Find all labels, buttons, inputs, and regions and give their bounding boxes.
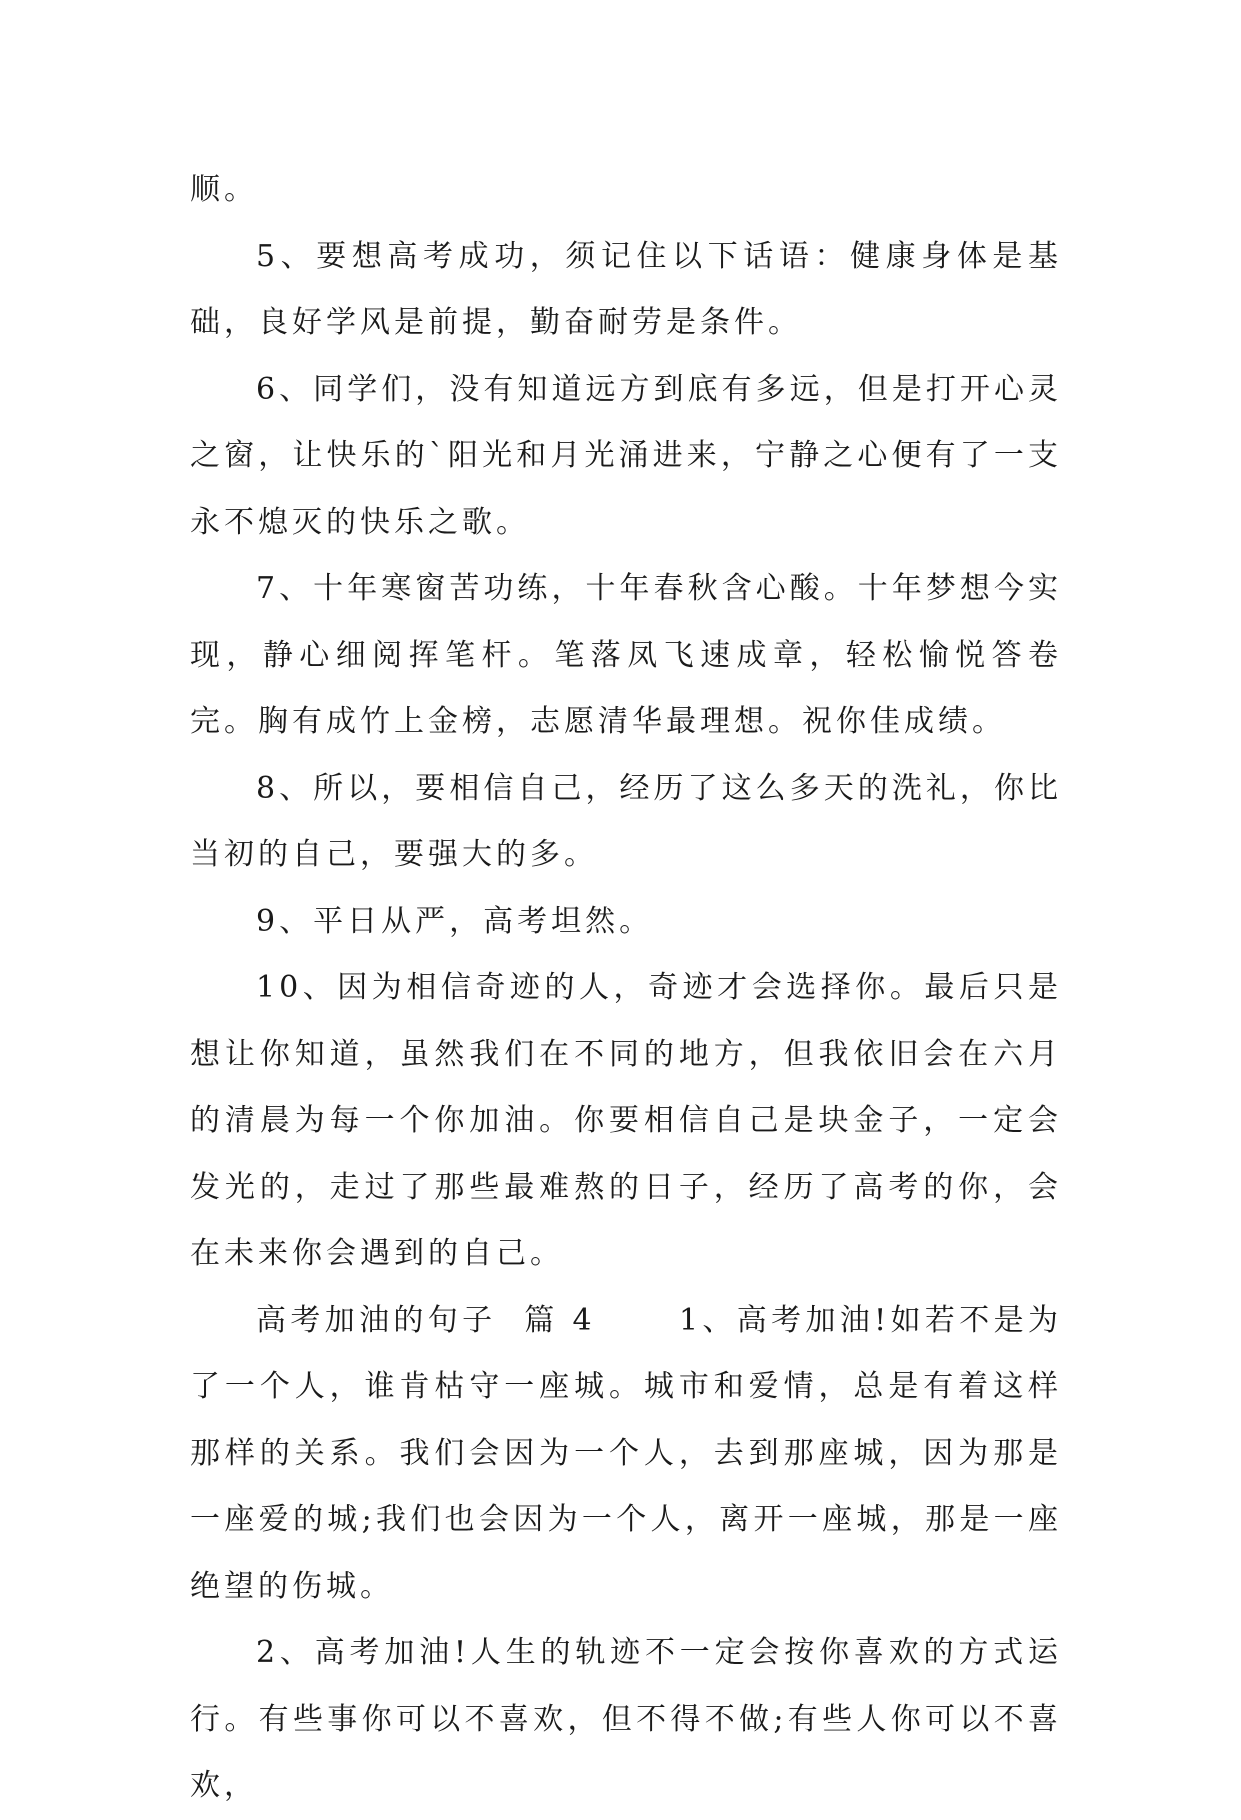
document-body (190, 157, 1062, 1820)
paragraph-item-5: 5、要想高考成功，须记住以下话语：健康身体是基础，良好学风是前提，勤奋耐劳是条件。 (190, 238, 1062, 340)
paragraph-item-6: 6、同学们，没有知道远方到底有多远，但是打开心灵之窗，让快乐的`阳光和月光涌进来，宁静之心便有了一支永不熄灭的快乐之歌。 (190, 371, 1062, 540)
section-4-item-2: 2、高考加油!人生的轨迹不一定会按你喜欢的方式运行。有些事你可以不喜欢，但不得不做;有些人你可以不喜欢， (190, 1635, 1062, 1803)
paragraph-continuation: 顺。 (190, 172, 258, 207)
paragraph-item-8: 8、所以，要相信自己，经历了这么多天的洗礼，你比当初的自己，要强大的多。 (190, 770, 1062, 872)
paragraph-item-10: 10、因为相信奇迹的人，奇迹才会选择你。最后只是想让你知道，虽然我们在不同的地方，但我依旧会在六月的清晨为每一个你加油。你要相信自己是块金子，一定会发光的，走过了那些最难熬的日子，经历了高考的你，会在未来你会遇到的自己。 (190, 970, 1062, 1271)
paragraph-item-7: 7、十年寒窗苦功练，十年春秋含心酸。十年梦想今实现，静心细阅挥笔杆。笔落凤飞速成章，轻松愉悦答卷完。胸有成竹上金榜，志愿清华最理想。祝你佳成绩。 (190, 571, 1062, 739)
section-4-heading-paragraph: 高考加油的句子 篇 4 1、高考加油!如若不是为了一个人，谁肯枯守一座城。城市和爱情，总是有着这样那样的关系。我们会因为一个人，去到那座城，因为那是一座爱的城;我们也会因为一个人，离开一座城，那是一座绝望的伤城。 (190, 1302, 1062, 1604)
paragraph-item-9: 9、平日从严，高考坦然。 (256, 903, 654, 939)
